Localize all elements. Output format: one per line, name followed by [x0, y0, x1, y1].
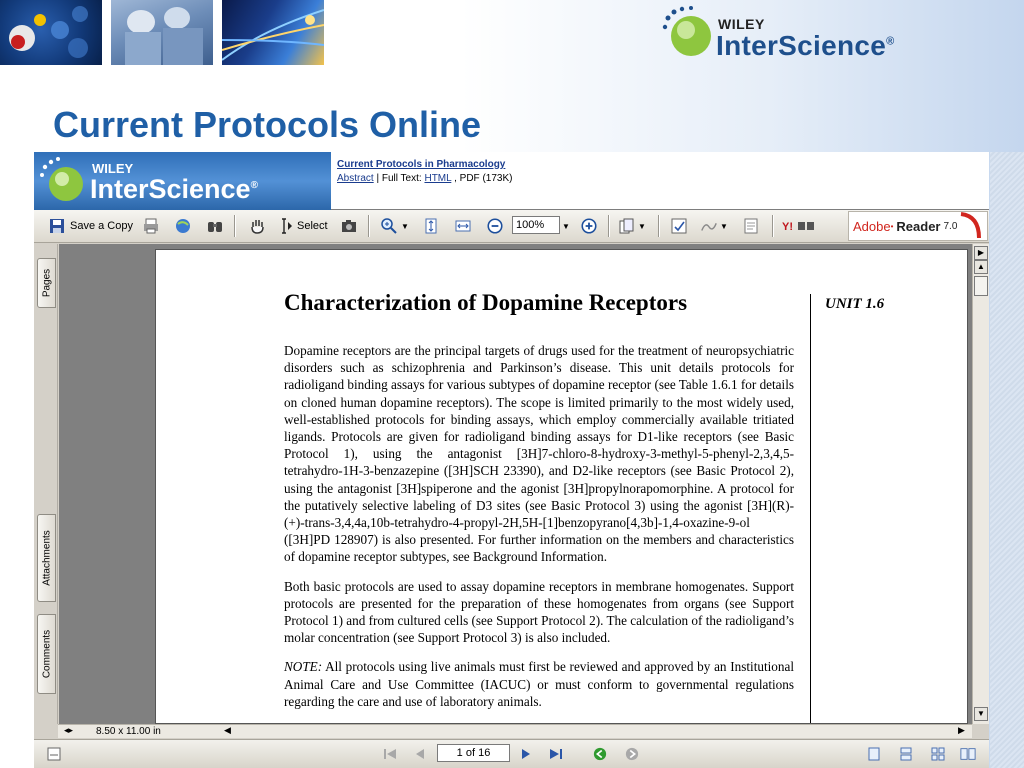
last-page-icon[interactable] [548, 747, 564, 761]
document-title: Characterization of Dopamine Receptors [284, 290, 688, 315]
save-copy-button[interactable] [48, 215, 133, 237]
zoom-out-button[interactable] [486, 215, 504, 237]
scroll-right-button[interactable]: ▶ [958, 725, 965, 735]
surgeons-thumbnail [111, 0, 213, 65]
zoom-in-icon [580, 217, 598, 235]
chevron-down-icon: ▼ [638, 221, 646, 231]
globe-email-icon [174, 217, 192, 235]
interscience-wordmark: InterScience® [716, 30, 895, 61]
continuous-icon[interactable] [898, 747, 914, 761]
select-tool-button[interactable] [277, 215, 328, 237]
actual-size-button[interactable] [422, 215, 440, 237]
fulltext-label: | Full Text: [376, 173, 422, 184]
pdf-page [155, 249, 968, 724]
fit-width-icon [454, 217, 472, 235]
scroll-up-arrow[interactable]: ▲ [974, 260, 988, 274]
magnifier-icon [380, 217, 398, 235]
document-status-icon[interactable] [46, 747, 62, 761]
vertical-scrollbar[interactable] [972, 244, 989, 724]
horizontal-scrollbar[interactable] [58, 724, 972, 738]
page-number-input[interactable]: 1 of 16 [437, 744, 510, 762]
molecule-thumbnail [0, 0, 102, 65]
paragraph-1: Dopamine receptors are the principal targets of drugs used for the treatment of neuropsychiatric disorders such as schizophrenia and Parkinson’s disease. This unit details protocols for radioligand binding assays for various subtypes of dopamine receptor (see Table 1.6.1 for details on cloned human dopamine receptors). The scope is limited primarily to the most widely used, well-established protocols for binding assays, which employ commercially available tritiated ligands. Protocols are given for radioligand binding assays for D1-like receptors (see Basic Protocol 1), using the antagonist [3H]7-chloro-8-hydroxy-3-methyl-5-phenyl-2,3,4,5-tetrahydro-1H-3-benzazepine ([3H]SCH 23390), and D2-like receptors (see Basic Protocol 2), using the antagonist [3H]spiperone and the agonist [3H]propylnorapomorphine. A protocol for the putatively selective labeling of D3 sites (see Basic Protocol 3) using the agonist [3H](R)-(+)-trans-3,4,4a,10b-tetrahydro-4-propyl-2H,5H-[1]benzopyrano[4,3b]-1,4-oxazine-9-ol ([3H]PD 128907) is also presented. For further information on the members and characteristics of dopamine receptor subtypes, see Background Information. [284, 343, 794, 565]
chevron-down-icon: ▼ [720, 221, 728, 231]
journal-link[interactable]: Current Protocols in Pharmacology [337, 159, 506, 170]
go-back-icon[interactable] [592, 747, 608, 761]
banner-logo [34, 152, 331, 210]
unit-label: UNIT 1.6 [825, 296, 885, 312]
abstract-link[interactable]: Abstract [337, 173, 374, 184]
text-cursor-icon [277, 217, 295, 235]
toolbar-separator [772, 215, 774, 237]
fiber-optics-thumbnail [222, 0, 324, 65]
sign-button[interactable] [700, 215, 728, 237]
facing-pages-icon[interactable] [960, 747, 976, 761]
navigation-statusbar [34, 739, 989, 768]
slide-title: Current Protocols Online [53, 104, 482, 145]
save-copy-label: Save a Copy [70, 220, 133, 232]
pdf-viewer-window [34, 152, 989, 768]
zoom-dropdown[interactable] [562, 215, 570, 237]
scroll-down-button[interactable]: ▼ [974, 707, 988, 721]
resize-handle-icon[interactable]: ◂▸ [64, 725, 74, 735]
globe-icon [660, 4, 718, 62]
decorative-stripes [990, 152, 1024, 768]
tab-pages[interactable]: Pages [37, 258, 56, 308]
go-forward-icon[interactable] [624, 747, 640, 761]
scroll-up-button[interactable]: ▶ [974, 246, 988, 260]
single-page-icon[interactable] [866, 747, 882, 761]
document-properties-button[interactable] [742, 215, 760, 237]
wiley-wordmark: WILEY [718, 16, 765, 32]
continuous-facing-icon[interactable] [930, 747, 946, 761]
pdf-toolbar [34, 210, 989, 243]
paragraph-3: NOTE: All protocols using live animals must first be reviewed and approved by an Institutional Animal Care and Use Committee (IACUC) or must conform to governmental regulations regarding the care and use of laboratory animals. [284, 659, 794, 709]
spell-check-icon [670, 217, 688, 235]
printer-icon [142, 217, 160, 235]
search-button[interactable] [206, 215, 224, 237]
toolbar-separator [368, 215, 370, 237]
signature-icon [700, 217, 718, 235]
wiley-interscience-logo [660, 4, 940, 62]
adobe-version: 7.0 [943, 220, 958, 232]
binoculars-icon [206, 217, 224, 235]
adobe-swoosh-icon [959, 212, 981, 240]
pages-icon [618, 217, 636, 235]
toolbar-separator [658, 215, 660, 237]
floppy-disk-icon [48, 217, 66, 235]
spelling-button[interactable] [670, 215, 688, 237]
note-label: NOTE: [284, 659, 323, 675]
journal-banner [34, 152, 989, 210]
scroll-thumb[interactable] [974, 276, 988, 296]
paragraph-2: Both basic protocols are used to assay dopamine receptors in membrane homogenates. Support protocols are presented for the preparation of these homogenates from organs (see Support Protocol 1) and from cultured cells (see Support Protocol 2). The calculation of the radioligand’s molar concentration (see Support Protocol 3) is also included. [284, 578, 794, 646]
adobe-product: Reader [896, 218, 941, 234]
tab-attachments[interactable]: Attachments [37, 514, 56, 602]
rotate-view-button[interactable] [618, 215, 646, 237]
toolbar-separator [234, 215, 236, 237]
chevron-down-icon: ▼ [562, 221, 570, 231]
page-size-label: 8.50 x 11.00 in [96, 726, 161, 737]
previous-page-icon[interactable] [412, 747, 428, 761]
banner-interscience-wordmark: InterScience® [90, 174, 258, 204]
first-page-icon[interactable] [382, 747, 398, 761]
zoom-out-icon [486, 217, 504, 235]
column-divider [810, 294, 811, 724]
banner-wiley-wordmark: WILEY [92, 161, 134, 176]
fit-height-icon [422, 217, 440, 235]
scroll-left-button[interactable]: ◀ [224, 725, 231, 735]
pdf-size-text: , PDF (173K) [454, 173, 513, 184]
journal-info [337, 158, 512, 186]
document-viewport[interactable] [59, 244, 972, 724]
document-icon [742, 217, 760, 235]
yahoo-icon [782, 219, 816, 233]
zoom-tool-button[interactable] [380, 215, 409, 237]
svg-text:Y!: Y! [782, 221, 793, 233]
adobe-brand: Adobe [853, 218, 891, 234]
zoom-input[interactable]: 100% [512, 216, 560, 234]
adobe-reader-branding[interactable]: Adobe • Reader 7.0 [848, 211, 988, 241]
navigation-panel [34, 244, 58, 724]
hand-icon [248, 217, 266, 235]
fit-width-button[interactable] [454, 215, 472, 237]
zoom-in-button[interactable] [580, 215, 598, 237]
globe-icon [38, 155, 90, 207]
print-button[interactable] [142, 215, 160, 237]
yahoo-search-button[interactable] [782, 215, 816, 237]
snapshot-button[interactable] [340, 215, 358, 237]
hand-tool-button[interactable] [248, 215, 266, 237]
next-page-icon[interactable] [518, 747, 534, 761]
email-button[interactable] [174, 215, 192, 237]
select-label: Select [297, 220, 328, 232]
tab-comments[interactable]: Comments [37, 614, 56, 694]
toolbar-separator [608, 215, 610, 237]
camera-icon [340, 217, 358, 235]
document-body [284, 342, 794, 722]
chevron-down-icon: ▼ [401, 221, 409, 231]
html-link[interactable]: HTML [424, 173, 452, 184]
